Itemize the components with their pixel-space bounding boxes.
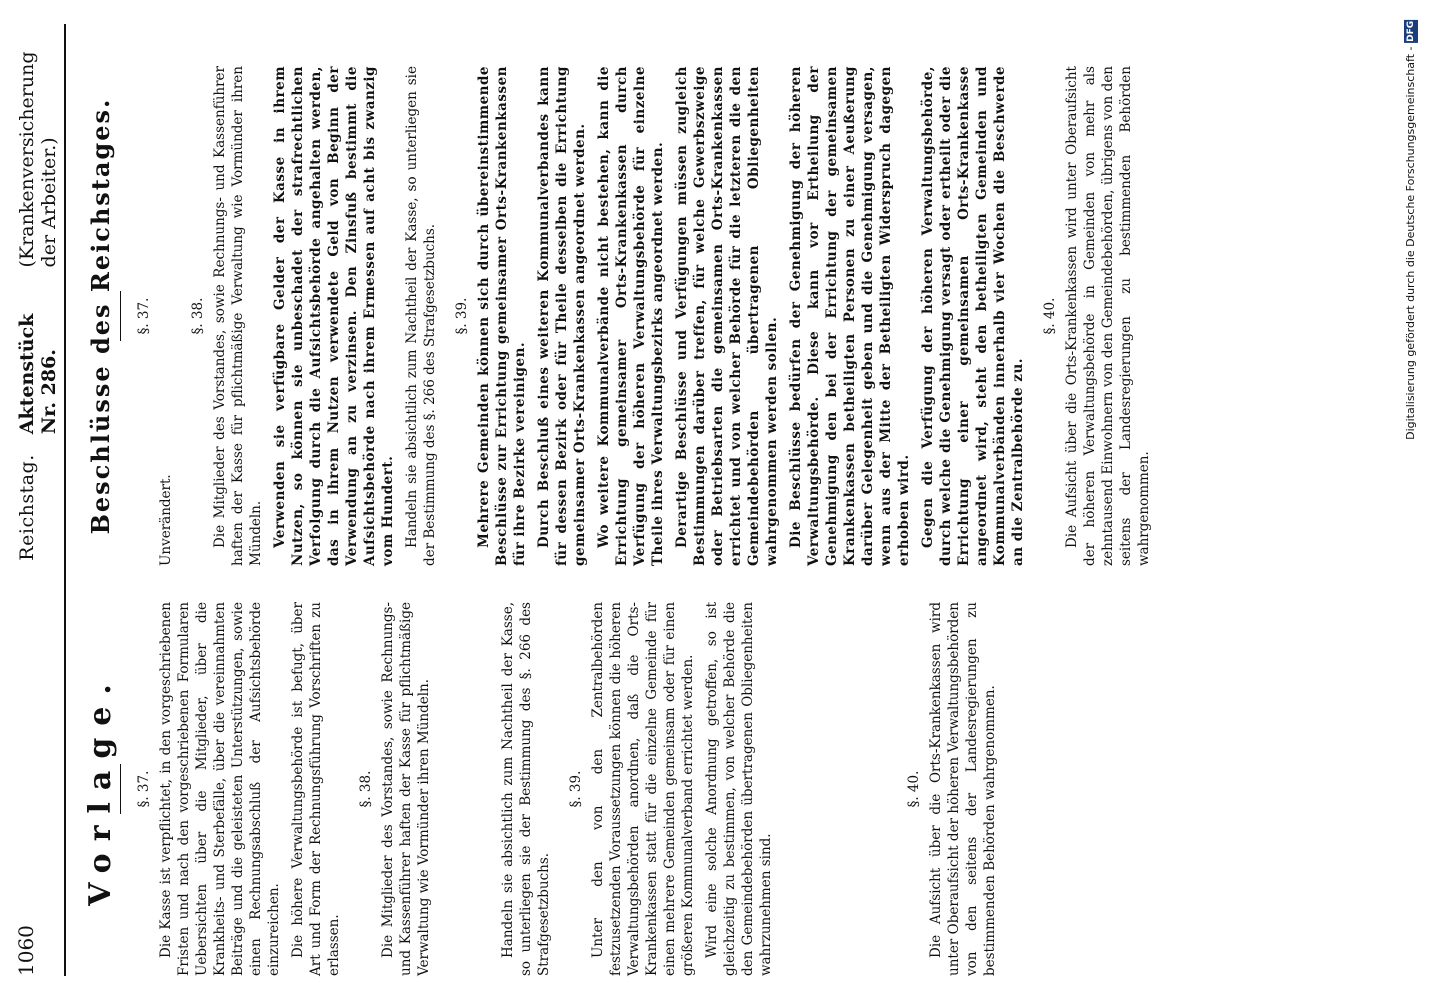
section-38-heading: §. 38. [190,297,206,335]
section-38-paragraph-1: Die Mitglieder des Vorstandes, sowie Rechnungs- und Kassenführer haften der Kasse für pflichtmäßige Verwaltung wie Vormünder ihren Mündeln. [212,66,264,566]
section-38-paragraph-2: Handeln sie absichtlich zum Nachtheil der Kasse, so unterliegen sie der Bestimmung des §. 266 des Strafgesetzbuchs. [500,602,552,976]
right-column-beschluesse [74,66,1159,566]
section-37-heading: §. 37. [136,297,152,335]
two-column-body [74,24,1159,976]
title-rule [120,764,121,814]
section-39-paragraph-1: Unter den von den Zentralbehörden festzusetzenden Voraussetzungen können die höheren Verwaltungsbehörden anordnen, daß die Orts-Krankenkassen statt für die einzelne Gemeinde für einen mehrere Gemeinden gemeinsam oder für einen größeren Kommunalverband errichtet werden. [590,602,696,976]
page-number: 1060 [14,925,38,976]
section-40-paragraph: Die Aufsicht über die Orts-Krankenkassen wird unter Oberaufsicht der höheren Verwaltungsbehörden von den seitens der Landesregierungen zu bestimmenden Behörden wahrgenommen. [928,602,998,976]
page-header [14,24,66,976]
section-38-paragraph-3: Handeln sie absichtlich zum Nachtheil der Kasse, so unterliegen sie der Bestimmung des §. 266 des Strafgesetzbuchs. [404,66,438,566]
header-aktenstueck: Aktenstück Nr. 286. [16,313,60,435]
section-39-heading: §. 39. [454,297,470,335]
section-37-paragraph-2: Die höhere Verwaltungsbehörde ist befugt, über Art und Form der Rechnungsführung Vorschriften zu erlassen. [290,602,342,976]
section-40-heading: §. 40. [906,770,922,808]
section-39-paragraph-2: Durch Beschluß eines weiteren Kommunalverbandes kann für dessen Bezirk oder für Theile desselben die Errichtung gemeinsamer Orts-Krankenkassen angeordnet werden. [536,66,588,566]
left-column-title: Vorlage. [83,672,118,906]
section-39-heading: §. 39. [568,770,584,808]
dfg-logo: DFG [1406,21,1416,43]
section-39-paragraph-2: Wird eine solche Anordnung getroffen, so ist gleichzeitig zu bestimmen, von welcher Behörde die den Gemeindebehörden übertragenen Obliegenheiten wahrzunehmen sind. [704,602,774,976]
section-40-paragraph: Die Aufsicht über die Orts-Krankenkassen wird unter Oberaufsicht der höheren Verwaltungsbehörde in Gemeinden von mehr als zehntausend Einwohnern von den Gemeindebehörden, übrigens von den seitens der Landesregierungen zu bestimmenden Behörden wahrgenommen. [1064,66,1152,566]
section-37-paragraph-1: Die Kasse ist verpflichtet, in den vorgeschriebenen Fristen und nach den vorgeschriebenen Formularen Uebersichten über die Mitglieder, über die Krankheits- und Sterbefälle, über die vereinnahmten Beiträge und die geleisteten Unterstützungen, sowie einen Rechnungsabschluß der Aufsichtsbehörde einzureichen. [158,602,282,976]
left-column-vorlage [74,566,1159,976]
section-39-paragraph-6: Gegen die Verfügung der höheren Verwaltungsbehörde, durch welche die Genehmigung versagt oder ertheilt oder die Errichtung einer gemeinsamen Orts-Krankenkasse angeordnet wird, steht den betheiligten Gemeinden und Kommunalverbänden innerhalb vier Wochen die Beschwerde an die Zentralbehörde zu. [920,66,1026,566]
section-38-paragraph-2: Verwenden sie verfügbare Gelder der Kasse in ihrem Nutzen, so können sie unbeschadet der strafrechtlichen Verfolgung durch die Aufsichtsbehörde angehalten werden, das in ihrem Nutzen verwendete Geld von Beginn der Verwendung an zu verzinsen. Den Zinsfuß bestimmt die Aufsichtsbehörde nach ihrem Ermessen auf acht bis zwanzig vom Hundert. [272,66,396,566]
section-37-paragraph: Unverändert. [158,474,174,566]
section-39-paragraph-4: Derartige Beschlüsse und Verfügungen müssen zugleich Bestimmungen darüber treffen, für welche Gewerbszweige oder Betriebsarten die gemeinsamen Orts-Krankenkassen errichtet und von welcher Behörde für die letzteren die den Gemeindebehörden übertragenen Obliegenheiten wahrgenommen werden sollen. [674,66,780,566]
section-38-heading: §. 38. [358,770,374,808]
digitization-credit [1404,20,1428,600]
section-39-paragraph-5: Die Beschlüsse bedürfen der Genehmigung der höheren Verwaltungsbehörde. Diese kann vor Ertheilung der Genehmigung den bei der Errichtung der gemeinsamen Krankenkassen betheiligten Personen zu einer Aeußerung darüber Gelegenheit geben und die Genehmigung versagen, wenn aus der Mitte der Betheiligten Widerspruch dagegen erhoben wird. [788,66,912,566]
section-39-paragraph-1: Mehrere Gemeinden können sich durch übereinstimmende Beschlüsse zur Errichtung gemeinsamer Orts-Krankenkassen für ihre Bezirke vereinigen. [476,66,528,566]
title-rule [120,291,121,341]
header-reichstag: Reichstag. [16,454,38,561]
section-40-heading: §. 40. [1042,297,1058,335]
section-39-paragraph-3: Wo weitere Kommunalverbände nicht bestehen, kann die Errichtung gemeinsamer Orts-Krankenkassen durch Verfügung der höheren Verwaltungsbehörde für einzelne Theile ihres Verwaltungsbezirks angeordnet werden. [596,66,666,566]
section-37-heading: §. 37. [136,770,152,808]
right-column-title: Beschlüsse des Reichstages. [86,97,115,535]
section-38-paragraph-1: Die Mitglieder des Vorstandes, sowie Rechnungs- und Kassenführer haften der Kasse für pflichtmäßige Verwaltung wie Vormünder ihren Mündeln. [380,602,432,976]
header-subject: (Krankenversicherung der Arbeiter.) [16,51,60,268]
digitization-credit-text: Digitalisierung gefördert durch die Deutsche Forschungsgemeinschaft - [1404,46,1417,440]
